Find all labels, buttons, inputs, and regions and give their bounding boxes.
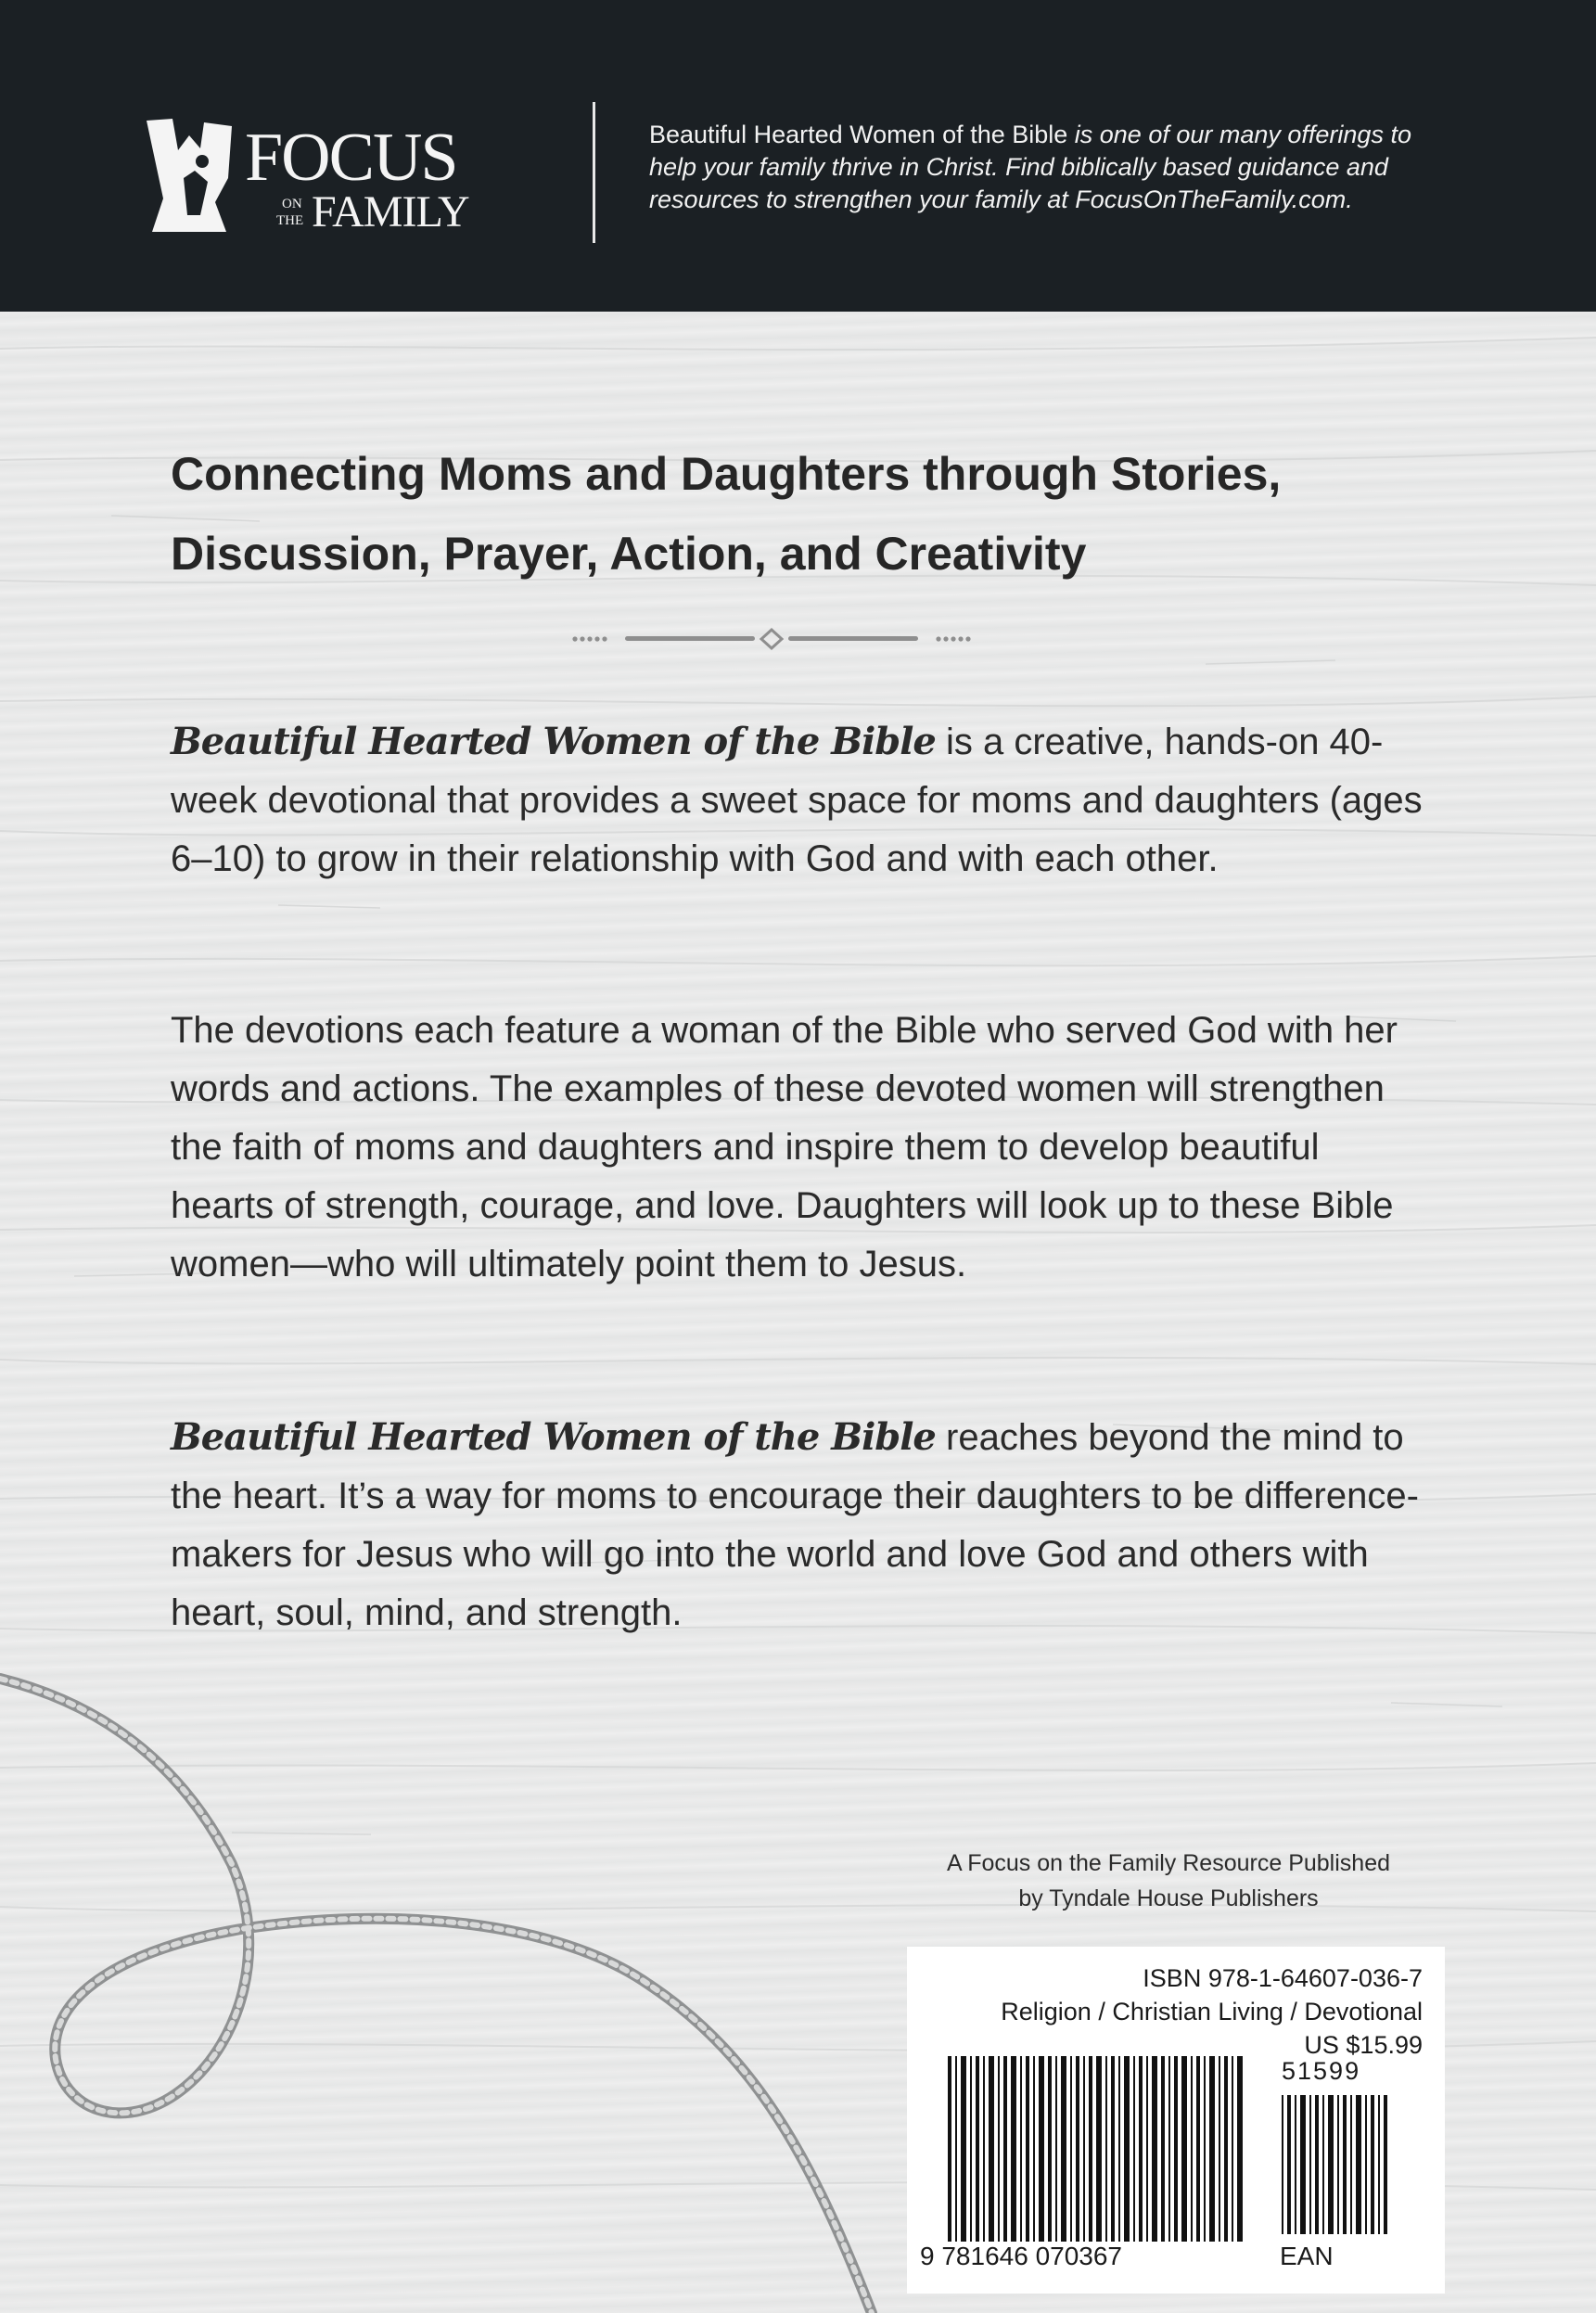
barcode-digits: 9 781646 070367 xyxy=(920,2242,1122,2270)
blurb-book-title: Beautiful Hearted Women of the Bible xyxy=(649,121,1068,148)
headline-line-1: Connecting Moms and Daughters through Stories, xyxy=(171,448,1282,500)
category-text: Religion / Christian Living / Devotional xyxy=(1001,1998,1423,2025)
paragraph-1 xyxy=(171,712,1423,888)
twine-rope-illustration xyxy=(0,1651,890,2313)
svg-text:FOCUS: FOCUS xyxy=(245,120,457,196)
ean-label: EAN xyxy=(1280,2242,1334,2270)
ornament-divider xyxy=(571,625,972,653)
paragraph-2: The devotions each feature a woman of the Bible who served God with her words and actions. The examples of these devoted women will strengthen the faith of moms and daughters and inspire them to develop beautiful hearts of strength, courage, and love. Daughters will look up to these Bible women—who will ultimately point them to Jesus. xyxy=(171,1010,1398,1284)
paragraph-3-text: reaches beyond the mind to the heart. It’s a way for moms to encourage their daughters to be difference-makers for Jesus who will go into the world and love God and others with heart, soul, mind, and strength. xyxy=(171,1417,1419,1633)
book-title-script: Beautiful Hearted Women of the Bible xyxy=(171,720,936,763)
headline-line-2: Discussion, Prayer, Action, and Creativity xyxy=(171,528,1087,580)
header-banner xyxy=(0,0,1596,312)
publisher-line-2: by Tyndale House Publishers xyxy=(1018,1885,1319,1911)
isbn-text: ISBN 978-1-64607-036-7 xyxy=(1143,1964,1423,1992)
paragraph-1-text: is a creative, hands-on 40-week devotional that provides a sweet space for moms and daughters (ages 6–10) to grow in their relationship with God and with each other. xyxy=(171,722,1423,879)
svg-text:ON: ON xyxy=(282,197,302,211)
header-divider xyxy=(593,102,595,243)
price-text: US $15.99 xyxy=(1304,2031,1423,2059)
price-code: 51599 xyxy=(1282,2057,1361,2085)
barcode-panel xyxy=(907,1947,1445,2294)
publisher-credit xyxy=(946,1846,1391,1916)
book-title-script: Beautiful Hearted Women of the Bible xyxy=(171,1415,936,1459)
svg-text:FAMILY: FAMILY xyxy=(312,187,469,234)
blurb-text: is one of our many offerings to help your family thrive in Christ. Find biblically based guidance and resources to strengthen your family at FocusOnTheFamily.com. xyxy=(649,121,1411,213)
headline xyxy=(171,434,1450,594)
publisher-line-1: A Focus on the Family Resource Published xyxy=(946,1850,1390,1876)
header-blurb xyxy=(649,119,1447,216)
paragraph-3 xyxy=(171,1408,1423,1642)
focus-on-the-family-logo xyxy=(147,113,545,234)
svg-text:THE: THE xyxy=(276,213,304,228)
